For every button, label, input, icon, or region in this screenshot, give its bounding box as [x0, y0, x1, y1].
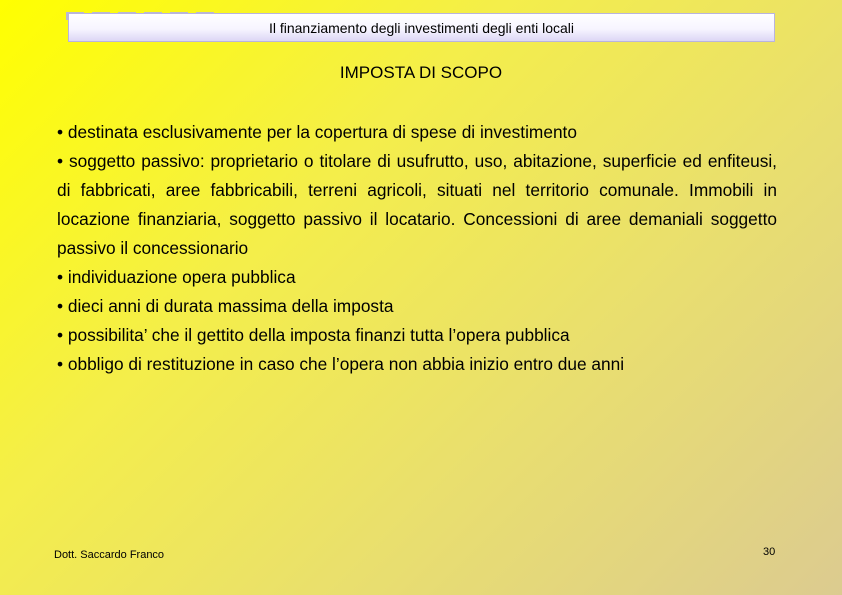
page-number: 30 [763, 546, 776, 558]
bullet-item: • individuazione opera pubblica [57, 267, 296, 287]
header-bar [68, 13, 775, 42]
bullet-item: • dieci anni di durata massima della imposta [57, 296, 394, 316]
footer-author: Dott. Saccardo Franco [54, 549, 165, 561]
bullet-item: • soggetto passivo: proprietario o titolare di usufrutto, uso, abitazione, superficie ed enfiteusi, di fabbricati, aree fabbricabili, terreni agricoli, situati nel territorio comunale. Immobili in locazione finanziaria, soggetto passivo il locatario. Concessioni di aree demaniali soggetto passivo il concessionario [57, 151, 777, 258]
bullet-list [57, 118, 777, 379]
bullet-item: • destinata esclusivamente per la copertura di spese di investimento [57, 122, 577, 142]
header-title: Il finanziamento degli investimenti degli enti locali [268, 19, 575, 36]
bullet-item: • obbligo di restituzione in caso che l’opera non abbia inizio entro due anni [57, 354, 625, 374]
bullet-item: • possibilita’ che il gettito della imposta finanzi tutta l’opera pubblica [57, 325, 570, 345]
slide-title: IMPOSTA DI SCOPO [339, 63, 503, 82]
